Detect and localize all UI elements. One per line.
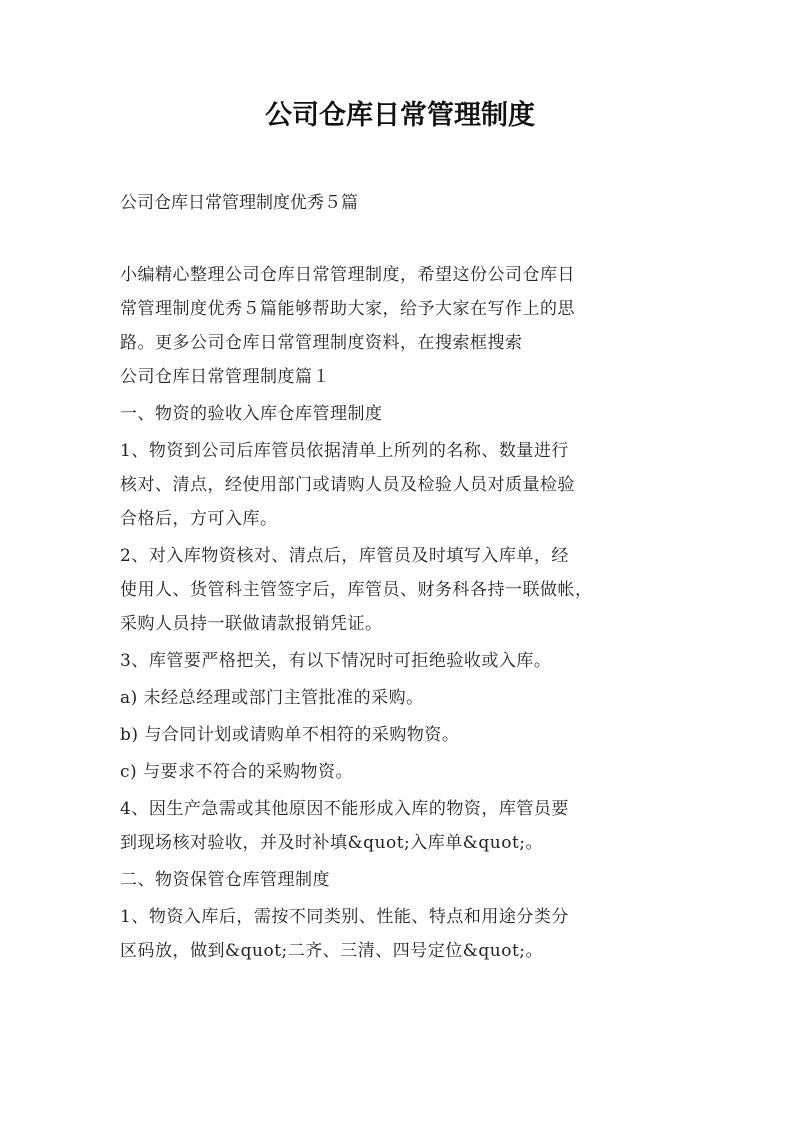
- paragraph-line: 1、物资入库后，需按不同类别、性能、特点和用途分类分: [120, 907, 569, 927]
- paragraph-line: 1、物资到公司后库管员依据清单上所列的名称、数量进行: [120, 441, 569, 461]
- list-item: b) 与合同计划或请购单不相符的采购物资。: [120, 725, 460, 745]
- list-item: a) 未经总经理或部门主管批准的采购。: [120, 688, 424, 708]
- paragraph-line: 3、库管要严格把关，有以下情况时可拒绝验收或入库。: [120, 651, 552, 671]
- section-heading: 一、物资的验收入库仓库管理制度: [120, 404, 383, 424]
- document-subtitle: 公司仓库日常管理制度优秀５篇: [120, 193, 358, 213]
- paragraph-line: 到现场核对验收，并及时补填&quot;入库单&quot;。: [120, 833, 544, 853]
- paragraph-line: 小编精心整理公司仓库日常管理制度，希望这份公司仓库日: [120, 265, 575, 285]
- paragraph-line: 4、因生产急需或其他原因不能形成入库的物资，库管员要: [120, 799, 569, 819]
- document-body: [120, 258, 686, 968]
- section-heading: 二、物资保管仓库管理制度: [120, 870, 330, 890]
- paragraph-line: 2、对入库物资核对、清点后，库管员及时填写入库单，经: [120, 546, 569, 566]
- document-title: 公司仓库日常管理制度: [265, 100, 535, 131]
- paragraph-line: 合格后，方可入库。: [120, 509, 278, 529]
- paragraph-line: 路。更多公司仓库日常管理制度资料，在搜索框搜索: [120, 333, 523, 353]
- paragraph-line: 核对、清点，经使用部门或请购人员及检验人员对质量检验: [120, 475, 575, 495]
- paragraph-line: 常管理制度优秀５篇能够帮助大家，给予大家在写作上的思: [120, 299, 575, 319]
- paragraph-line: 区码放，做到&quot;二齐、三清、四号定位&quot;。: [120, 941, 544, 961]
- list-item: c) 与要求不符合的采购物资。: [120, 762, 354, 782]
- section-heading: 公司仓库日常管理制度篇１: [120, 367, 330, 387]
- paragraph-line: 采购人员持一联做请款报销凭证。: [120, 614, 383, 634]
- paragraph-line: 使用人、货管科主管签字后，库管员、财务科各持一联做帐，: [120, 580, 593, 600]
